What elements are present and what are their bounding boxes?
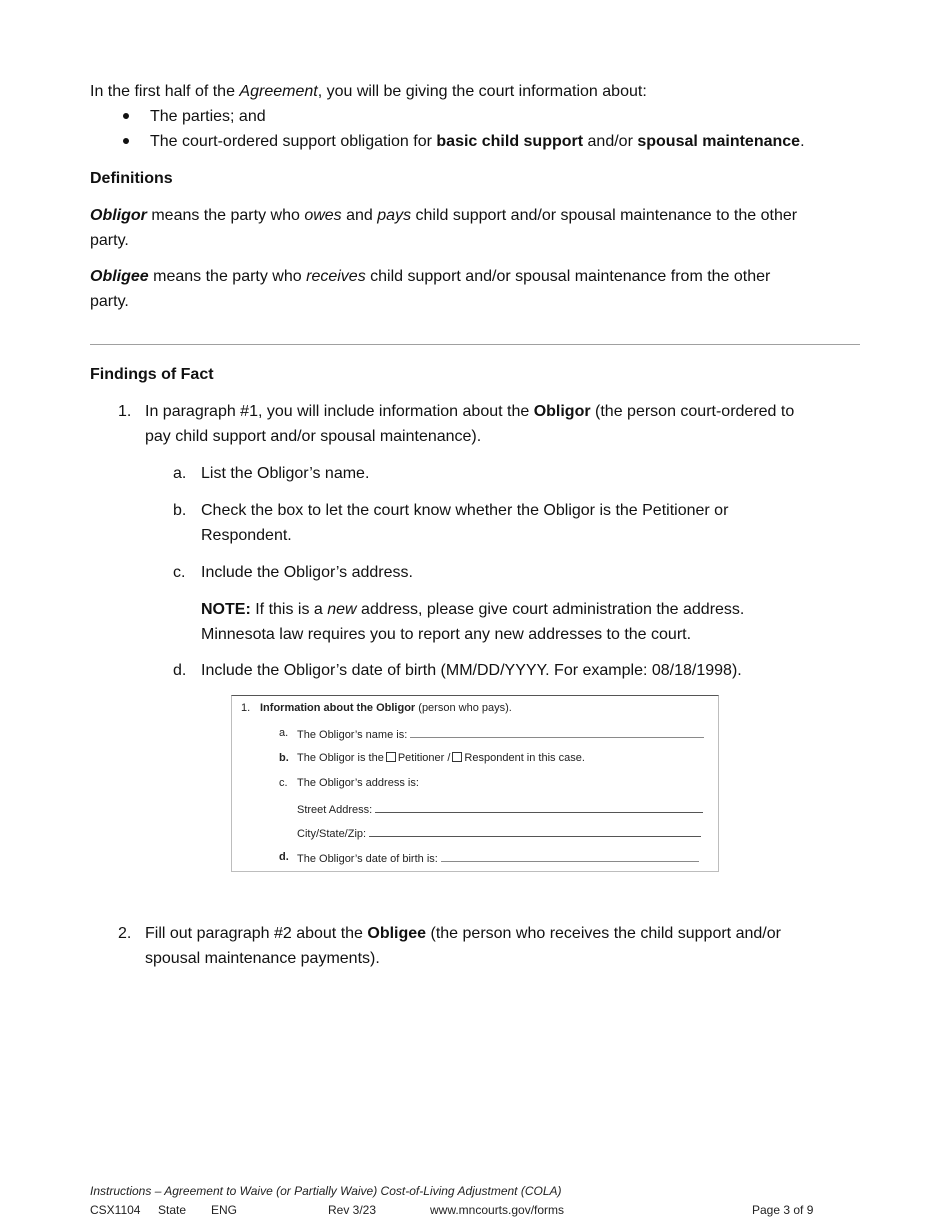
sample-form-number: 1.: [241, 702, 251, 714]
item-1-text-cont: pay child support and/or spousal maintenance).: [145, 428, 482, 445]
sub-a-letter: a.: [173, 465, 187, 482]
footer-language: ENG: [211, 1203, 238, 1217]
sample-a-letter: a.: [279, 727, 289, 739]
sample-form-title: Information about the Obligor (person who pays).: [260, 702, 512, 714]
sample-c-row: The Obligor’s address is:: [297, 777, 419, 789]
footer-page-number: Page 3 of 9: [752, 1203, 814, 1217]
footer-form-code: CSX1104: [90, 1203, 141, 1217]
findings-heading: Findings of Fact: [90, 366, 214, 383]
sample-city-row: City/State/Zip:: [297, 826, 701, 840]
intro-paragraph: [90, 79, 647, 104]
intro-bullet-1: The parties; and: [150, 108, 266, 125]
sample-d-letter: d.: [279, 851, 289, 863]
definitions-heading: Definitions: [90, 170, 173, 187]
sample-b-row: The Obligor is the Petitioner / Respondent in this case.: [297, 752, 585, 764]
obligee-definition-cont: party.: [90, 293, 129, 310]
intro-text: In the first half of the: [90, 83, 240, 100]
bullet-icon: [123, 138, 129, 144]
sample-form-image: [231, 695, 719, 872]
footer-revision: Rev 3/23: [328, 1203, 377, 1217]
agreement-term: Agreement: [239, 83, 318, 100]
intro-text-end: , you will be giving the court information about:: [317, 83, 647, 100]
item-2-number: 2.: [118, 925, 132, 942]
note-paragraph: NOTE: If this is a new address, please give court administration the address.: [201, 601, 745, 618]
city-blank-line: [369, 826, 701, 837]
sub-d-text: Include the Obligor’s date of birth (MM/DD/YYYY. For example: 08/18/1998).: [201, 662, 742, 679]
item-2-text: Fill out paragraph #2 about the Obligee (the person who receives the child support and/or: [145, 925, 781, 942]
section-divider: [90, 344, 860, 345]
name-blank-line: [410, 727, 704, 738]
street-blank-line: [375, 802, 703, 813]
petitioner-checkbox-icon: [386, 752, 396, 762]
footer-title: Instructions – Agreement to Waive (or Partially Waive) Cost-of-Living Adjustment (COLA): [90, 1184, 562, 1198]
footer-state: State: [158, 1203, 187, 1217]
sub-a-text: List the Obligor’s name.: [201, 465, 370, 482]
sub-b-text-cont: Respondent.: [201, 527, 292, 544]
sample-a-row: The Obligor’s name is:: [297, 727, 704, 741]
item-1-number: 1.: [118, 403, 132, 420]
respondent-checkbox-icon: [452, 752, 462, 762]
sample-b-letter: b.: [279, 752, 289, 764]
item-2-text-cont: spousal maintenance payments).: [145, 950, 380, 967]
sub-b-letter: b.: [173, 502, 187, 519]
sub-b-text: Check the box to let the court know whether the Obligor is the Petitioner or: [201, 502, 729, 519]
obligee-definition: Obligee means the party who receives child support and/or spousal maintenance from the other: [90, 268, 771, 285]
item-1-text: In paragraph #1, you will include information about the Obligor (the person court-ordered to: [145, 403, 795, 420]
sub-d-letter: d.: [173, 662, 187, 679]
sample-d-row: The Obligor’s date of birth is:: [297, 851, 699, 865]
obligor-definition: Obligor means the party who owes and pays child support and/or spousal maintenance to the other: [90, 207, 798, 224]
bullet-icon: [123, 113, 129, 119]
note-paragraph-cont: Minnesota law requires you to report any new addresses to the court.: [201, 626, 692, 643]
dob-blank-line: [441, 851, 699, 862]
obligor-definition-cont: party.: [90, 232, 129, 249]
intro-bullet-2: The court-ordered support obligation for basic child support and/or spousal maintenance.: [150, 133, 805, 150]
sub-c-text: Include the Obligor’s address.: [201, 564, 413, 581]
sub-c-letter: c.: [173, 564, 186, 581]
footer-url: www.mncourts.gov/forms: [430, 1203, 565, 1217]
sample-c-letter: c.: [279, 777, 288, 789]
sample-street-row: Street Address:: [297, 802, 703, 816]
